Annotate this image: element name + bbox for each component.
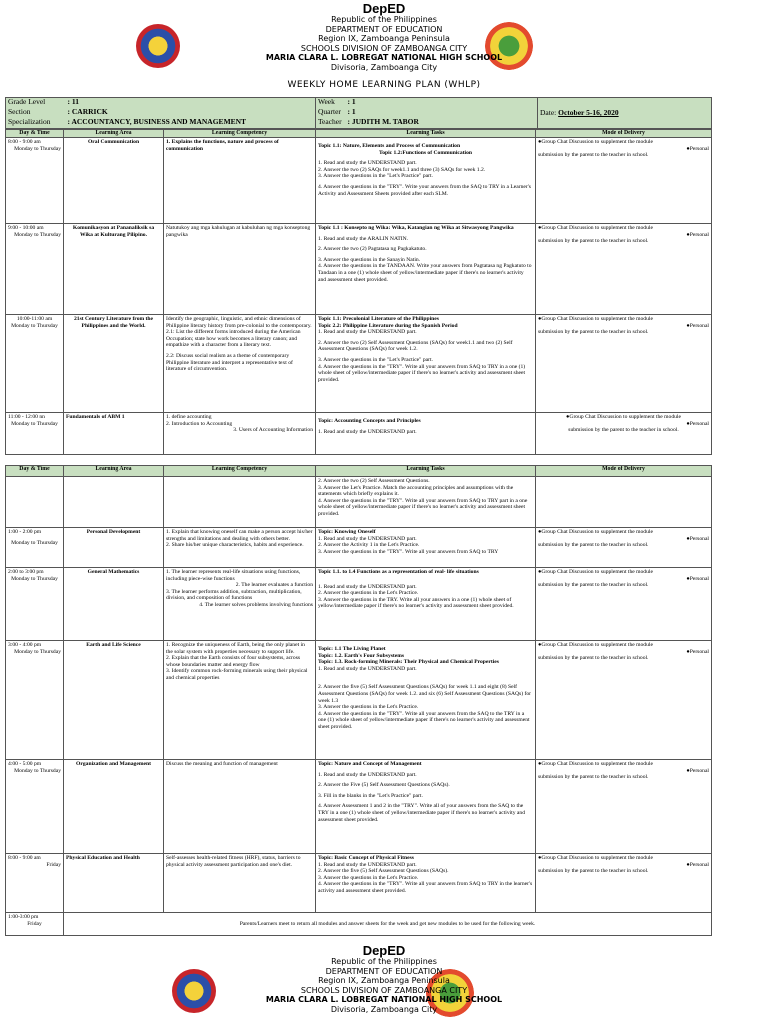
task-item: 2. Answer the two (2) Pagtatasa ng Pagkakatuto.	[318, 246, 427, 253]
col-header-day-time: Day & Time	[6, 466, 64, 477]
mode-line: ●Group Chat Discussion to supplement the module	[538, 855, 653, 861]
footer-letterhead	[0, 957, 768, 1014]
department-line: DEPARTMENT OF EDUCATION	[325, 24, 443, 34]
learning-area-cell: Organization and Management	[64, 760, 164, 854]
mode-line: ●Group Chat Discussion to supplement the module	[538, 225, 653, 231]
col-header-learning-tasks: Learning Tasks	[316, 130, 536, 138]
task-item: 1. Read and study the UNDERSTAND part.	[318, 583, 417, 590]
school-line: MARIA CLARA L. LOBREGAT NATIONAL HIGH SCHOOL	[265, 995, 503, 1004]
task-topic: Topic 1.2:Functions of Communication	[378, 149, 473, 156]
competency-item: 4. The learner solves problems involving functions	[199, 601, 313, 608]
competency-item: 1. Explain that knowing oneself can make a person accept his/her strengths and limitations and dealing with others better.	[166, 529, 313, 542]
tasks-cell	[316, 413, 536, 455]
info-box	[5, 97, 712, 129]
col-header-learning-area: Learning Area	[64, 466, 164, 477]
mode-line: submission by the parent to the teacher in school.	[538, 329, 649, 336]
task-item: 2. Answer the questions in the Let's Practice.	[318, 590, 419, 597]
mode-line: ●Personal	[686, 420, 709, 427]
learning-area-cell	[64, 477, 164, 528]
days-text: Monday to Thursday	[14, 145, 61, 152]
col-header-day-time: Day & Time	[6, 130, 64, 138]
task-item: 3. Answer the questions in the Let's Practice.	[318, 874, 419, 881]
specialization-value: : ACCOUNTANCY, BUSINESS AND MANAGEMENT	[67, 117, 247, 126]
tasks-cell	[316, 568, 536, 641]
task-topic: Topic: Nature and Concept of Management	[318, 761, 422, 767]
tasks-cell	[316, 315, 536, 413]
competency-item: 1. define accounting	[166, 414, 212, 420]
mode-line: ●Personal	[686, 535, 709, 542]
table-row	[6, 641, 712, 760]
task-item: 1. Read and study the UNDERSTAND part.	[318, 535, 417, 542]
time-text: 10:00-11:00 am	[16, 316, 53, 322]
competency-item: 1. Recognize the uniqueness of Earth, being the only planet in the solar system with properties necessary to support life.	[166, 642, 305, 655]
week-value: : 1	[347, 97, 356, 106]
task-item: 2. Answer the Activity 1 in the Let's Practice.	[318, 542, 420, 549]
table-row	[6, 413, 712, 455]
section-label: Section	[8, 108, 31, 117]
day-time-cell	[6, 760, 64, 854]
days-text: Monday to Thursday	[14, 648, 61, 655]
competency-item: 2. Introduction to Accounting	[166, 420, 233, 427]
task-topic: Topic 1.1 : Konsepto ng Wika: Wika, Katangian ng Wika at Sitwasyong Pangwika	[318, 225, 514, 231]
time-text: 9:00 - 10:00 am	[8, 225, 44, 231]
task-item: 3. Answer the questions in the "TRY". Write all your answers from SAQ to TRY	[318, 548, 499, 555]
table-row	[6, 315, 712, 413]
mode-line: submission by the parent to the teacher in school.	[538, 152, 649, 159]
date-cell	[538, 98, 712, 129]
mode-line: ●Group Chat Discussion to supplement the module	[538, 642, 653, 648]
learning-area-cell: 21st Century Literature from the Philippines and the World.	[64, 315, 164, 413]
specialization-label: Specialization	[8, 117, 51, 126]
competency-cell: Natutukoy ang mga kahulugan at kabuluhan ng mga konseptong pangwika	[164, 224, 316, 315]
republic-line: Republic of the Philippines	[331, 15, 437, 24]
task-item: 3. Answer the questions in the "Let's Practice" part.	[318, 356, 433, 363]
mode-cell	[536, 854, 712, 913]
tasks-cell	[316, 854, 536, 913]
time-text: 1:00 - 2:00 pm	[8, 529, 42, 535]
task-item: 4. Answer Assessment 1 and 2 in the "TRY". Write all of your answers from the SAQ to the TRY in a one (1) whole sheet of yellow/intermediate paper if there's no learner's activity and assessment sheet provided.	[318, 803, 525, 823]
division-line: SCHOOLS DIVISION OF ZAMBOANGA CITY	[300, 985, 468, 995]
task-item: 1. Read and study the UNDERSTAND part.	[318, 861, 417, 868]
competency-item: 2. Share his/her unique characteristics, habits and experience.	[166, 542, 304, 549]
task-topic: Topic 1.1. to 1.4 Functions as a representation of real- life situations	[318, 569, 479, 575]
mode-line: ●Personal	[686, 575, 709, 582]
time-text: 11:00 - 12:00 nn	[8, 414, 45, 420]
table-row	[6, 854, 712, 913]
task-item: 2. Answer the five (5) Self Assessment Questions (SAQs) for week 1.1 and eight (8) Self Assessment Questions (SAQs) for week 1.2. and six (6) Self Assessment Questions (SAQs) for week 1.3	[318, 684, 532, 704]
parents-note: Parents/Learners meet to return all modules and answer sheets for the week and get new modules to be used for the following week.	[64, 913, 712, 936]
time-text: 3:00 - 4:00 pm	[8, 642, 42, 648]
mode-cell	[536, 477, 712, 528]
task-item: 1. Read and study the UNDERSTAND part.	[318, 428, 417, 435]
task-item: 4. Answer the questions in the "TRY". Write all your answers from SAQ to TRY in the learner's activity and assessment sheet provided.	[318, 881, 533, 894]
task-item: 3. Fill in the blanks in the "Let's Practice" part.	[318, 792, 423, 799]
day-time-cell	[6, 315, 64, 413]
mode-line: submission by the parent to the teacher in school.	[538, 238, 649, 245]
day-time-cell	[6, 224, 64, 315]
time-text: 8:00 - 9:00 am	[8, 139, 41, 145]
quarter-value: : 1	[347, 108, 356, 117]
task-item: 2. Answer the two (2) Self Assessment Questions.	[318, 478, 430, 484]
competency-item: 3. The learner performs addition, subtraction, multiplication, division, and composition of functions	[166, 588, 302, 602]
mode-line: ●Personal	[686, 648, 709, 655]
days-text: Friday	[27, 920, 42, 927]
competency-item: Identify the geographic, linguistic, and ethnic dimensions of Philippine literary history from pre-colonial to the contemporary.	[166, 316, 312, 329]
competency-item: 3. Identify common rock-forming minerals using their physical and chemical properties	[166, 668, 308, 681]
day-time-cell	[6, 913, 64, 936]
learning-area-cell: Oral Communication	[64, 138, 164, 224]
learning-area-cell: Fundamentals of ABM 1	[64, 413, 164, 455]
col-header-learning-area: Learning Area	[64, 130, 164, 138]
division-line: SCHOOLS DIVISION OF ZAMBOANGA CITY	[300, 43, 468, 53]
col-header-learning-competency: Learning Competency	[164, 130, 316, 138]
task-item: 1. Read and study the UNDERSTAND part.	[318, 329, 417, 336]
competency-cell	[164, 413, 316, 455]
mode-cell	[536, 528, 712, 568]
tasks-cell	[316, 641, 536, 760]
table-row	[6, 568, 712, 641]
table-row	[6, 528, 712, 568]
mode-cell	[536, 568, 712, 641]
mode-line: ●Personal	[686, 231, 709, 238]
task-topic: Topic: 1.2. Earth's Four Subsystems	[318, 652, 405, 659]
task-item: 3. Answer the questions in the "Let's Practice" part.	[318, 173, 433, 180]
competency-cell	[164, 568, 316, 641]
mode-line: submission by the parent to the teacher in school.	[538, 868, 649, 875]
mode-cell	[536, 641, 712, 760]
mode-line: ●Group Chat Discussion to supplement the module	[538, 139, 653, 145]
teacher-label: Teacher	[316, 118, 346, 129]
time-text: 4:00 - 5:00 pm	[8, 761, 42, 767]
col-header-learning-competency: Learning Competency	[164, 466, 316, 477]
competency-item: 2.1: List the different forms introduced during the American Occupation; state how work becomes a literary canon; and empathize with a character from a literary text.	[166, 329, 301, 349]
task-item: 2. Answer the five (5) Self Assessment Questions (SAQs).	[318, 868, 449, 875]
time-text: 1:00-3:00 pm	[8, 914, 39, 920]
task-item: 3. Answer the questions in the Sanayin Natin.	[318, 256, 421, 263]
days-text: Friday	[46, 861, 61, 868]
task-topic: Topic: Knowing Oneself	[318, 529, 376, 535]
competency-cell	[164, 641, 316, 760]
week-label: Week	[316, 98, 346, 109]
days-text: Monday to Thursday	[11, 420, 58, 427]
competency-item: 2.2: Discuss social realism as a theme of contemporary Philippine literature and interpret a representative text of literature of circumvention.	[166, 352, 293, 373]
time-text: 8:00 - 9:00 am	[8, 855, 41, 861]
table-row	[6, 477, 712, 528]
tasks-cell	[316, 224, 536, 315]
mode-line: ●Group Chat Discussion to supplement the module	[538, 569, 653, 575]
col-header-mode-of-delivery: Mode of Delivery	[536, 466, 712, 477]
table-row	[6, 760, 712, 854]
day-time-cell	[6, 138, 64, 224]
mode-line: submission by the parent to the teacher in school.	[538, 655, 649, 662]
mode-line: ●Personal	[686, 767, 709, 774]
task-item: 2. Answer the Five (5) Self Assessment Questions (SAQs).	[318, 782, 450, 789]
days-text: Monday to Thursday	[11, 539, 58, 546]
col-header-mode-of-delivery: Mode of Delivery	[536, 130, 712, 138]
task-topic: Topic: Basic Concept of Physical Fitness	[318, 855, 414, 861]
task-item: 3. Answer the Let's Practice. Match the accounting principles and assumptions with the statements which briefly explains it.	[318, 484, 514, 498]
grade-level-label: Grade Level	[8, 97, 46, 106]
region-line: Region IX, Zamboanga Peninsula	[318, 34, 450, 43]
whlp-table-2	[5, 465, 712, 936]
task-item: 4. Answer the questions in the TANDAAN. Write your answers from Pagtatasa ng Pagkatuto to Tandaan in a one (1) whole sheet of yellow/intermediate paper if there's no learner's activity and assessment sheet provided.	[318, 263, 532, 283]
learning-area-cell: Physical Education and Health	[64, 854, 164, 913]
task-item: 1. Read and study the UNDERSTAND part.	[318, 771, 417, 778]
mode-line: submission by the parent to the teacher in school.	[568, 427, 679, 434]
day-time-cell	[6, 413, 64, 455]
days-text: Monday to Thursday	[11, 575, 58, 582]
mode-line: submission by the parent to the teacher in school.	[538, 582, 649, 589]
date-value: October 5-16, 2020	[558, 107, 619, 117]
competency-item: 2. The learner evaluates a function	[235, 582, 313, 589]
mode-line: ●Group Chat Discussion to supplement the module	[538, 316, 653, 322]
learning-area-cell: Komunikasyon at Pananaliksik sa Wika at Kulturang Pilipino.	[64, 224, 164, 315]
task-topic: Topic 1.1: Precolonial Literature of the Philippines	[318, 316, 439, 322]
competency-cell	[164, 477, 316, 528]
task-topic: Topic: 1.1 The Living Planet	[318, 646, 386, 652]
tasks-cell	[316, 528, 536, 568]
task-item: 4. Answer the questions in the "TRY". Write all your answers from SAQ to TRY part in a one whole sheet of yellow/intermediate paper if there's no learner's activity and assessment sheet provided.	[318, 497, 528, 517]
day-time-cell	[6, 568, 64, 641]
address-line: Divisoria, Zamboanga City	[330, 62, 438, 72]
mode-line: submission by the parent to the teacher in school.	[538, 774, 649, 781]
mode-cell	[536, 224, 712, 315]
task-item: 1. Read and study the ARALIN NATIN.	[318, 235, 409, 242]
section-value: : CARRICK	[67, 108, 108, 117]
task-item: 2. Answer the two (2) Self Assessment Questions (SAQs) for week1.1 and two (2) Self Assessment Questions (SAQs) for week 1.2.	[318, 339, 513, 353]
mode-line: ●Personal	[686, 861, 709, 868]
table-row	[6, 913, 712, 936]
learning-area-cell: Earth and Life Science	[64, 641, 164, 760]
mode-line: ●Group Chat Discussion to supplement the module	[538, 529, 653, 535]
task-item: 3. Answer the questions in the Let's Practice.	[318, 704, 419, 711]
task-item: 1. Read and study the UNDERSTAND part.	[318, 665, 417, 672]
tasks-cell	[316, 477, 536, 528]
republic-line: Republic of the Philippines	[331, 957, 437, 966]
task-item: 2. Answer the two (2) SAQs for week1.1 and three (3) SAQs for week 1.2.	[318, 166, 486, 173]
competency-cell	[164, 315, 316, 413]
mode-line: ●Group Chat Discussion to supplement the module	[538, 761, 653, 767]
task-item: 1. Read and study the UNDERSTAND part.	[318, 160, 417, 167]
competency-item: 1. The learner represents real-life situations using functions, including piece-wise functions	[166, 569, 301, 582]
task-item: 4. Answer the questions in the "TRY". Write all your answers from the SAQ to the TRY in a one (1) whole sheet of yellow/intermediate paper if there's no learner's activity and assessment sheet provided.	[318, 710, 530, 730]
table-row	[6, 138, 712, 224]
mode-cell	[536, 315, 712, 413]
quarter-label: Quarter	[316, 108, 346, 118]
day-time-cell	[6, 477, 64, 528]
learning-area-cell: General Mathematics	[64, 568, 164, 641]
time-text: 2:00 to 3:00 pm	[8, 569, 44, 575]
task-item: 4. Answer the questions in the "TRY". Write your answers from the SAQ to TRY in a Learner's Activity and Assessment Sheets provided after each SLM.	[318, 183, 531, 197]
document-title: WEEKLY HOME LEARNING PLAN (WHLP)	[287, 80, 481, 90]
competency-item: 3. Users of Accounting Information	[233, 427, 313, 434]
department-line: DEPARTMENT OF EDUCATION	[325, 966, 443, 976]
whlp-table-1	[5, 129, 712, 455]
day-time-cell	[6, 641, 64, 760]
days-text: Monday to Thursday	[14, 231, 61, 238]
task-topic: Topic: Accounting Concepts and Principles	[318, 418, 421, 424]
deped-logo: DepED	[362, 1, 406, 16]
learning-area-cell: Personal Development	[64, 528, 164, 568]
task-item: 4. Answer the questions in the "TRY". Write all your answers from SAQ to TRY in a one (1) whole sheet of yellow/intermediate paper if there's no learner's activity and assessment sheet provided.	[318, 363, 526, 383]
deped-logo: DepED	[362, 943, 406, 958]
task-item: 3. Answer the questions in the TRY. Write all your answers in a one (1) whole sheet of yellow/intermediate paper if there's no learner's activity and assessment sheet provided.	[318, 596, 514, 610]
mode-line: submission by the parent to the teacher in school.	[538, 542, 649, 549]
competency-item: 2. Explain that the Earth consists of four subsystems, across whose boundaries matter and energy flow	[166, 655, 301, 668]
tasks-cell	[316, 138, 536, 224]
region-line: Region IX, Zamboanga Peninsula	[318, 976, 450, 985]
letterhead	[0, 15, 768, 72]
address-line: Divisoria, Zamboanga City	[330, 1004, 438, 1014]
competency-cell: Discuss the meaning and function of management	[164, 760, 316, 854]
mode-line: ●Personal	[686, 145, 709, 152]
competency-cell: Self-assesses health-related fitness (HRF), status, barriers to physical activity assessment participation and one's diet.	[164, 854, 316, 913]
school-line: MARIA CLARA L. LOBREGAT NATIONAL HIGH SCHOOL	[265, 53, 503, 62]
day-time-cell	[6, 528, 64, 568]
tasks-cell	[316, 760, 536, 854]
task-topic: Topic 1.1: Nature, Elements and Process of Communication	[318, 143, 461, 149]
mode-cell	[536, 760, 712, 854]
days-text: Monday to Thursday	[11, 322, 58, 329]
teacher-value: : JUDITH M. TABOR	[347, 117, 419, 126]
competency-cell	[164, 528, 316, 568]
task-topic: Topic: 1.3. Rock-forming Minerals: Their Physical and Chemical Properties	[318, 659, 499, 666]
grade-level-value: : 11	[67, 97, 79, 106]
task-topic: Topic 2.2: Philippine Literature during the Spanish Period	[318, 322, 458, 329]
mode-cell	[536, 138, 712, 224]
mode-line: ●Group Chat Discussion to supplement the module	[566, 414, 681, 420]
col-header-learning-tasks: Learning Tasks	[316, 466, 536, 477]
mode-cell	[536, 413, 712, 455]
table-row	[6, 224, 712, 315]
date-label: Date:	[540, 107, 557, 117]
competency-cell: 1. Explains the functions, nature and process of communication	[164, 138, 316, 224]
mode-line: ●Personal	[686, 322, 709, 329]
days-text: Monday to Thursday	[14, 767, 61, 774]
day-time-cell	[6, 854, 64, 913]
